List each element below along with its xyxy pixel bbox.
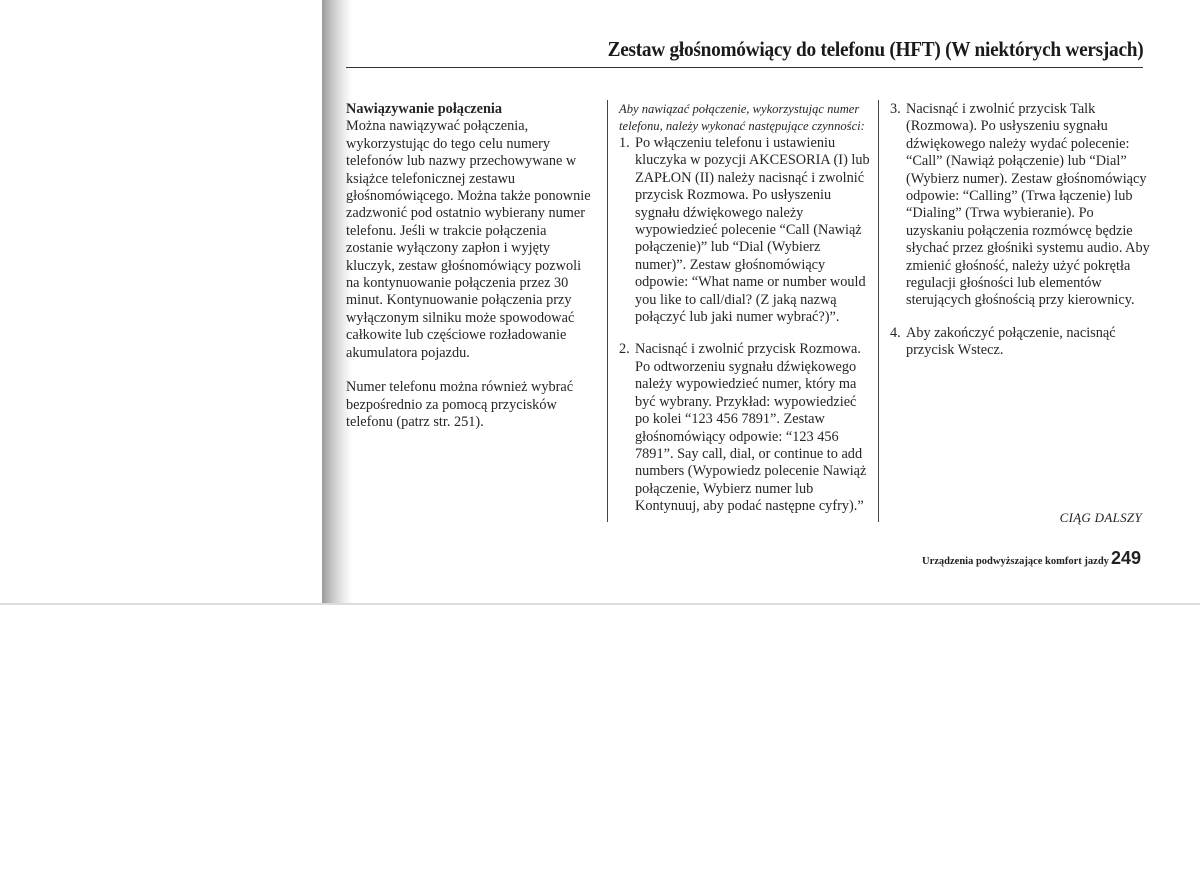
list-item: [890, 101, 1152, 310]
step-number: 2.: [619, 341, 630, 358]
step-number: 1.: [619, 135, 630, 151]
paragraph: Numer telefonu można również wybrać bezpośrednio za pomocą przycisków telefonu (patrz str. 251).: [346, 379, 574, 430]
column-divider: [607, 100, 608, 522]
section-heading: Nawiązywanie połączenia: [346, 101, 503, 117]
step-number: 4.: [890, 324, 901, 341]
page-title: Zestaw głośnomówiący do telefonu (HFT) (W niektórych wersjach): [607, 37, 1143, 61]
step-text: Nacisnąć i zwolnić przycisk Rozmowa. Po odtworzeniu sygnału dźwiękowego należy wypowiedzieć numer, który ma być wybrany. Przykład: wypowiedzieć po kolei “123 456 7891”. Zestaw głośnomówiący odpowie: “123 456 7891”. Say call, dial, or continue to add numbers (Wypowiedz polecenie Nawiąż połączenie, Wybierz numer lub Kontynuuj, aby podać następne cyfry).”: [635, 341, 867, 515]
step-text: Po włączeniu telefonu i ustawieniu kluczyka w pozycji AKCESORIA (I) lub ZAPŁON (II) należy nacisnąć i zwolnić przycisk Rozmowa. Po usłyszeniu sygnału dźwiękowego należy wypowiedzieć polecenie “Call (Nawiąż połączenie)” lub “Dial (Wybierz numer)”. Zestaw głośnomówiący odpowie: “What name or number would you like to call/dial? (Z jaką nazwą połączyć lub jaki numer wybrać?)”.: [635, 135, 870, 326]
column-1: [346, 101, 591, 431]
continued-label: CIĄG DALSZY: [1059, 510, 1142, 525]
step-number: 3.: [890, 101, 901, 117]
column-3: [890, 101, 1152, 375]
step-text: Aby zakończyć połączenie, nacisnąć przycisk Wstecz.: [906, 324, 1116, 359]
step-text: Nacisnąć i zwolnić przycisk Talk (Rozmowa). Po usłyszeniu sygnału dźwiękowego należy wydać polecenie: “Call” (Nawiąż połączenie) lub “Dial” (Wybierz numer). Zestaw głośnomówiący odpowie: “Calling” (Trwa łączenie) lub “Dialing” (Trwa wybieranie). Po uzyskaniu połączenia rozmówcę będzie słychać przez głośniki systemu audio. Aby zmienić głośność, należy użyć pokrętła regulacji głośności lub elementów sterujących głośnością przy kierownicy.: [906, 101, 1150, 309]
page-number: 249: [1111, 548, 1142, 568]
list-item: [619, 341, 871, 515]
paragraph: Można nawiązywać połączenia, wykorzystując do tego celu numery telefonów lub nazwy przechowywane w książce telefonicznej zestawu głośnomówiącego. Można także ponownie zadzwonić pod ostatnio wybierany numer telefonu. Jeśli w trakcie połączenia zostanie wyłączony zapłon i wyjęty kluczyk, zestaw głośnomówiący pozwoli na kontynuowanie połączenia przez 30 minut. Kontynuowanie połączenia przy wyłączonym silniku może spowodować całkowite lub częściowe rozładowanie akumulatora pojazdu.: [346, 118, 591, 361]
title-divider: [346, 67, 1143, 68]
instructions-intro: Aby nawiązać połączenie, wykorzystując numer telefonu, należy wykonać następujące czynności:: [619, 102, 865, 133]
column-divider: [878, 100, 879, 522]
list-item: [890, 325, 1152, 360]
steps-list: [619, 135, 871, 516]
steps-list: [890, 101, 1152, 360]
footer-section-title: Urządzenia podwyższające komfort jazdy: [922, 556, 1109, 567]
list-item: [619, 135, 871, 326]
column-2: [619, 101, 871, 531]
